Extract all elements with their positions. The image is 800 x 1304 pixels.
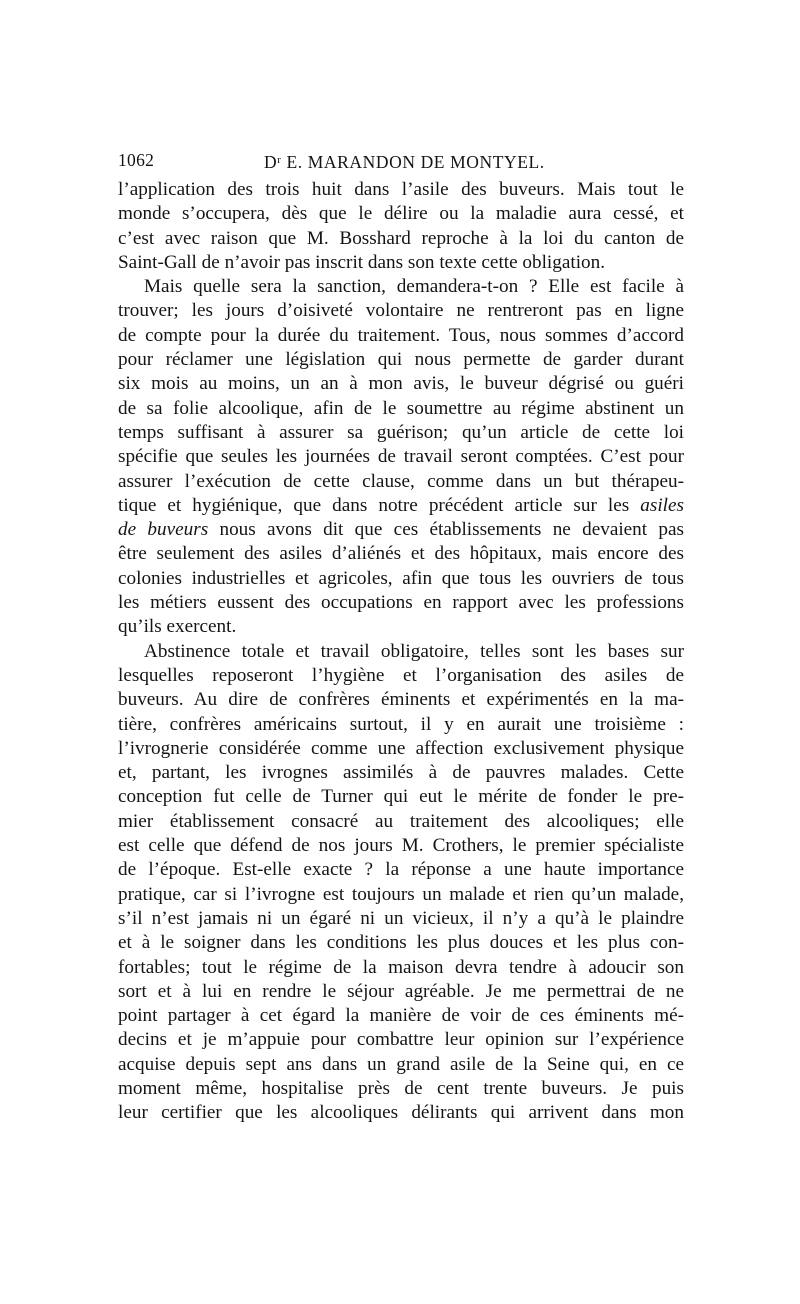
text-line: conception fut celle de Turner qui eut le mérite de fonder le pre-: [118, 786, 684, 808]
paragraph: [118, 178, 684, 275]
text-line: de buveurs nous avons dit que ces établissements ne devaient pas: [118, 519, 684, 541]
text-line: assurer l’exécution de cette clause, comme dans un but thérapeu-: [118, 470, 684, 492]
text-line: de sa folie alcoolique, afin de le soumettre au régime abstinent un: [118, 397, 684, 419]
text-line: Abstinence totale et travail obligatoire, telles sont les bases sur: [144, 640, 684, 662]
text-line: lesquelles reposeront l’hygiène et l’organisation des asiles de: [118, 664, 684, 686]
body-text: [118, 178, 684, 1126]
running-title-superscript: r: [277, 154, 282, 166]
text-line: monde s’occupera, dès que le délire ou la maladie aura cessé, et: [118, 203, 684, 225]
page-number: 1062: [118, 150, 155, 170]
text-line: spécifie que seules les journées de travail seront comptées. C’est pour: [118, 446, 684, 468]
text-line: tique et hygiénique, que dans notre précédent article sur les asiles: [118, 494, 684, 516]
text-line: six mois au moins, un an à mon avis, le buveur dégrisé ou guéri: [118, 373, 684, 395]
text-line: et, partant, les ivrognes assimilés à de pauvres malades. Cette: [118, 762, 684, 784]
text-line: colonies industrielles et agricoles, afin que tous les ouvriers de tous: [118, 567, 684, 589]
text-line: point partager à cet égard la manière de voir de ces éminents mé-: [118, 1005, 684, 1027]
running-title-prefix: D: [264, 152, 278, 172]
text-line: mier établissement consacré au traitement des alcooliques; elle: [118, 810, 684, 832]
text-line: Mais quelle sera la sanction, demandera-t-on ? Elle est facile à: [144, 276, 684, 298]
text-line: être seulement des asiles d’aliénés et des hôpitaux, mais encore des: [118, 543, 684, 565]
italic-phrase: de buveurs: [118, 519, 209, 541]
text-line: buveurs. Au dire de confrères éminents et expérimentés en la ma-: [118, 689, 684, 711]
text-line: tière, confrères américains surtout, il y en aurait une troisième :: [118, 713, 684, 735]
text-line: est celle que défend de nos jours M. Crothers, le premier spécialiste: [118, 835, 684, 857]
text-line: l’application des trois huit dans l’asile des buveurs. Mais tout le: [118, 179, 684, 200]
text-line: et à le soigner dans les conditions les plus douces et les plus con-: [118, 932, 684, 954]
text-line: l’ivrognerie considérée comme une affection exclusivement physique: [118, 737, 684, 759]
text-line: trouver; les jours d’oisiveté volontaire ne rentreront pas en ligne: [118, 300, 684, 322]
paragraph: [118, 275, 684, 639]
text-line: fortables; tout le régime de la maison devra tendre à adoucir son: [118, 956, 684, 978]
text-line: s’il n’est jamais ni un égaré ni un vicieux, il n’y a qu’à le plaindre: [118, 907, 684, 929]
text-line: Saint-Gall de n’avoir pas inscrit dans son texte cette obligation.: [118, 251, 606, 273]
text-line: qu’ils exercent.: [118, 616, 237, 638]
text-line: c’est avec raison que M. Bosshard reproche à la loi du canton de: [118, 227, 684, 249]
text-line: acquise depuis sept ans dans un grand asile de la Seine qui, en ce: [118, 1053, 684, 1075]
text-line: de compte pour la durée du traitement. Tous, nous sommes d’accord: [118, 324, 684, 346]
text-line: leur certifier que les alcooliques délirants qui arrivent dans mon: [118, 1102, 684, 1124]
running-title: [264, 148, 545, 174]
text-line: sort et à lui en rendre le séjour agréable. Je me permettrai de ne: [118, 980, 684, 1002]
italic-phrase: asiles: [640, 494, 684, 516]
text-line: decins et je m’appuie pour combattre leur opinion sur l’expérience: [118, 1029, 684, 1051]
document-page: [118, 148, 684, 1126]
text-line: les métiers eussent des occupations en rapport avec les professions: [118, 592, 684, 614]
paragraph: [118, 640, 684, 1126]
text-line: pratique, car si l’ivrogne est toujours un malade et rien qu’un malade,: [118, 883, 684, 905]
running-title-author: E. MARANDON DE MONTYEL.: [281, 152, 545, 172]
text-line: de l’époque. Est-elle exacte ? la réponse a une haute importance: [118, 859, 684, 881]
text-line: pour réclamer une législation qui nous permette de garder durant: [118, 349, 684, 371]
running-head: [118, 148, 684, 174]
text-line: moment même, hospitalise près de cent trente buveurs. Je puis: [118, 1077, 684, 1099]
text-line: temps suffisant à assurer sa guérison; qu’un article de cette loi: [118, 421, 684, 443]
